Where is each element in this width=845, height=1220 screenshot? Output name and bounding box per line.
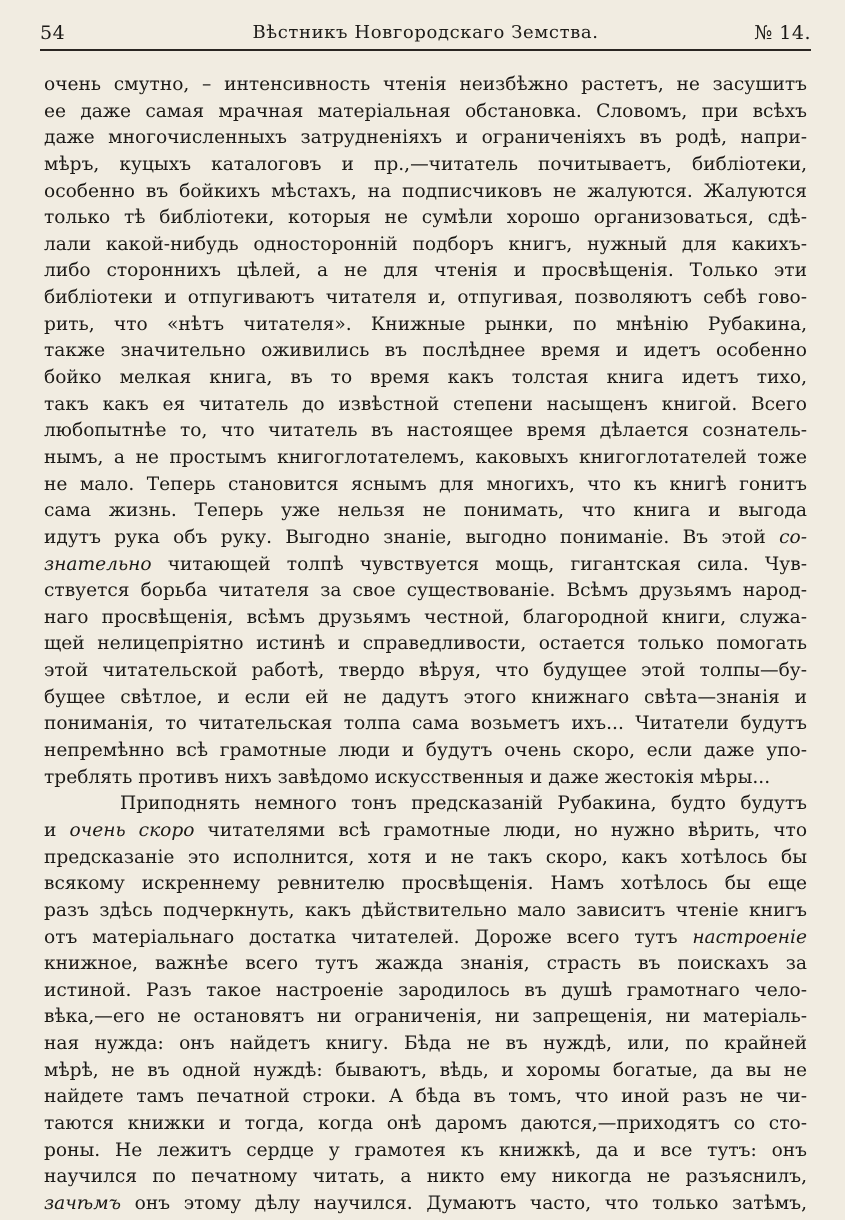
text-line: треблять противъ нихъ завѣдомо искусственныя и даже жестокія мѣры...	[44, 766, 771, 788]
text-run: и	[44, 819, 57, 841]
italic-word: настроеніе	[692, 926, 807, 948]
text-line	[44, 525, 807, 552]
text-line: нымъ, а не простымъ книгоглотателемъ, каковыхъ книгоглотателей тоже	[44, 446, 807, 468]
text-run: онъ этому дѣлу научился. Думаютъ часто, что только затѣмъ,	[134, 1192, 807, 1214]
body-text	[44, 72, 807, 1218]
text-line: сама жизнь. Теперь уже нельзя не понимать, что книга и выгода	[44, 500, 807, 522]
text-line: особенно въ бойкихъ мѣстахъ, на подписчиковъ не жалуются. Жалуются	[44, 180, 807, 202]
journal-title: Вѣстникъ Новгородскаго Земства.	[252, 22, 599, 43]
text-run: читающей толпѣ чувствуется мощь, гигантская сила. Чув-	[167, 553, 807, 575]
text-line: не мало. Теперь становится яснымъ для многихъ, что къ книгѣ гонитъ	[44, 473, 807, 495]
text-line: очень смутно, – интенсивность чтенія неизбѣжно растетъ, не засушитъ	[44, 74, 807, 95]
text-run: читателями всѣ грамотные люди, но нужно вѣрить, что	[207, 819, 807, 841]
text-line: щей нелицепріятно истинѣ и справедливости, остается только помогать	[44, 633, 807, 655]
italic-word: со-	[779, 526, 807, 548]
text-line: рить, что «нѣтъ читателя». Книжные рынки, по мнѣнію Рубакина,	[44, 313, 807, 335]
text-line: мѣръ, куцыхъ каталоговъ и пр.,—читатель почитываетъ, библіотеки,	[44, 153, 807, 175]
header-rule	[40, 49, 811, 51]
text-line	[44, 552, 807, 579]
text-line: непремѣнно всѣ грамотные люди и будутъ очень скоро, если даже упо-	[44, 740, 807, 762]
text-line: найдете тамъ печатной строки. А бѣда въ томъ, что иной разъ не чи-	[44, 1086, 807, 1108]
page-number: 54	[40, 22, 66, 44]
text-line: ная нужда: онъ найдетъ книгу. Бѣда не въ нуждѣ, или, по крайней	[44, 1033, 807, 1055]
text-line: всякому искреннему ревнителю просвѣщенія. Намъ хотѣлось бы еще	[44, 873, 807, 895]
text-line: Приподнять немного тонъ предсказаній Рубакина, будто будутъ	[120, 793, 807, 815]
text-run: идутъ рука объ руку. Выгодно знаніе, выгодно пониманіе. Въ этой	[44, 526, 766, 548]
text-line: научился по печатному читать, а никто ему никогда не разъяснилъ,	[44, 1166, 807, 1188]
text-line: этой читательской работѣ, твердо вѣруя, что будущее этой толпы—бу-	[44, 660, 807, 682]
text-line: любопытнѣе то, что читатель въ настоящее время дѣлается сознатель-	[44, 420, 807, 442]
text-line: бойко мелкая книга, въ то время какъ толстая книга идетъ тихо,	[44, 367, 807, 389]
text-line	[44, 818, 807, 845]
italic-word: очень скоро	[69, 819, 195, 841]
text-line: только тѣ библіотеки, которыя не сумѣли хорошо организоваться, сдѣ-	[44, 207, 807, 229]
text-line: даже многочисленныхъ затрудненіяхъ и ограниченіяхъ въ родѣ, напри-	[44, 127, 807, 149]
text-line: такъ какъ ея читатель до извѣстной степени насыщенъ книгой. Всего	[44, 393, 807, 415]
text-line: наго просвѣщенія, всѣмъ друзьямъ честной, благородной книги, служа-	[44, 606, 807, 628]
text-line: книжное, важнѣе всего тутъ жажда знанія, страсть въ поискахъ за	[44, 953, 807, 975]
text-line: вѣка,—его не остановятъ ни ограниченія, ни запрещенія, ни матеріаль-	[44, 1006, 807, 1028]
text-line: предсказаніе это исполнится, хотя и не такъ скоро, какъ хотѣлось бы	[44, 846, 807, 868]
italic-word: знательно	[44, 553, 152, 575]
text-run: отъ матеріальнаго достатка читателей. Дороже всего тутъ	[44, 926, 678, 948]
issue-number: № 14.	[754, 22, 811, 44]
text-line: библіотеки и отпугиваютъ читателя и, отпугивая, позволяютъ себѣ гово-	[44, 287, 807, 309]
text-line	[44, 1191, 807, 1218]
text-line: мѣрѣ, не въ одной нуждѣ: бываютъ, вѣдь, и хоромы богатые, да вы не	[44, 1059, 807, 1081]
text-line: таются книжки и тогда, когда онѣ даромъ даются,—приходятъ со сто-	[44, 1112, 807, 1134]
text-line: разъ здѣсь подчеркнуть, какъ дѣйствительно мало зависитъ чтеніе книгъ	[44, 899, 807, 921]
text-line: либо стороннихъ цѣлей, а не для чтенія и просвѣщенія. Только эти	[44, 260, 807, 282]
text-line: лали какой-нибудь односторонній подборъ книгъ, нужный для какихъ-	[44, 233, 807, 255]
italic-word: зачѣмъ	[44, 1192, 122, 1214]
text-line	[44, 925, 807, 952]
text-line: бущее свѣтлое, и если ей не дадутъ этого книжнаго свѣта—знанія и	[44, 686, 807, 708]
text-line: пониманія, то читательская толпа сама возьметъ ихъ... Читатели будутъ	[44, 713, 807, 735]
running-header	[40, 22, 811, 48]
text-line: истиной. Разъ такое настроеніе зародилось въ душѣ грамотнаго чело-	[44, 979, 807, 1001]
text-line: ее даже самая мрачная матеріальная обстановка. Словомъ, при всѣхъ	[44, 100, 807, 122]
text-line: также значительно оживились въ послѣднее время и идетъ особенно	[44, 340, 807, 362]
text-line: ствуется борьба читателя за свое существованіе. Всѣмъ друзьямъ народ-	[44, 580, 807, 602]
text-line: роны. Не лежитъ сердце у грамотея къ книжкѣ, да и все тутъ: онъ	[44, 1139, 807, 1161]
